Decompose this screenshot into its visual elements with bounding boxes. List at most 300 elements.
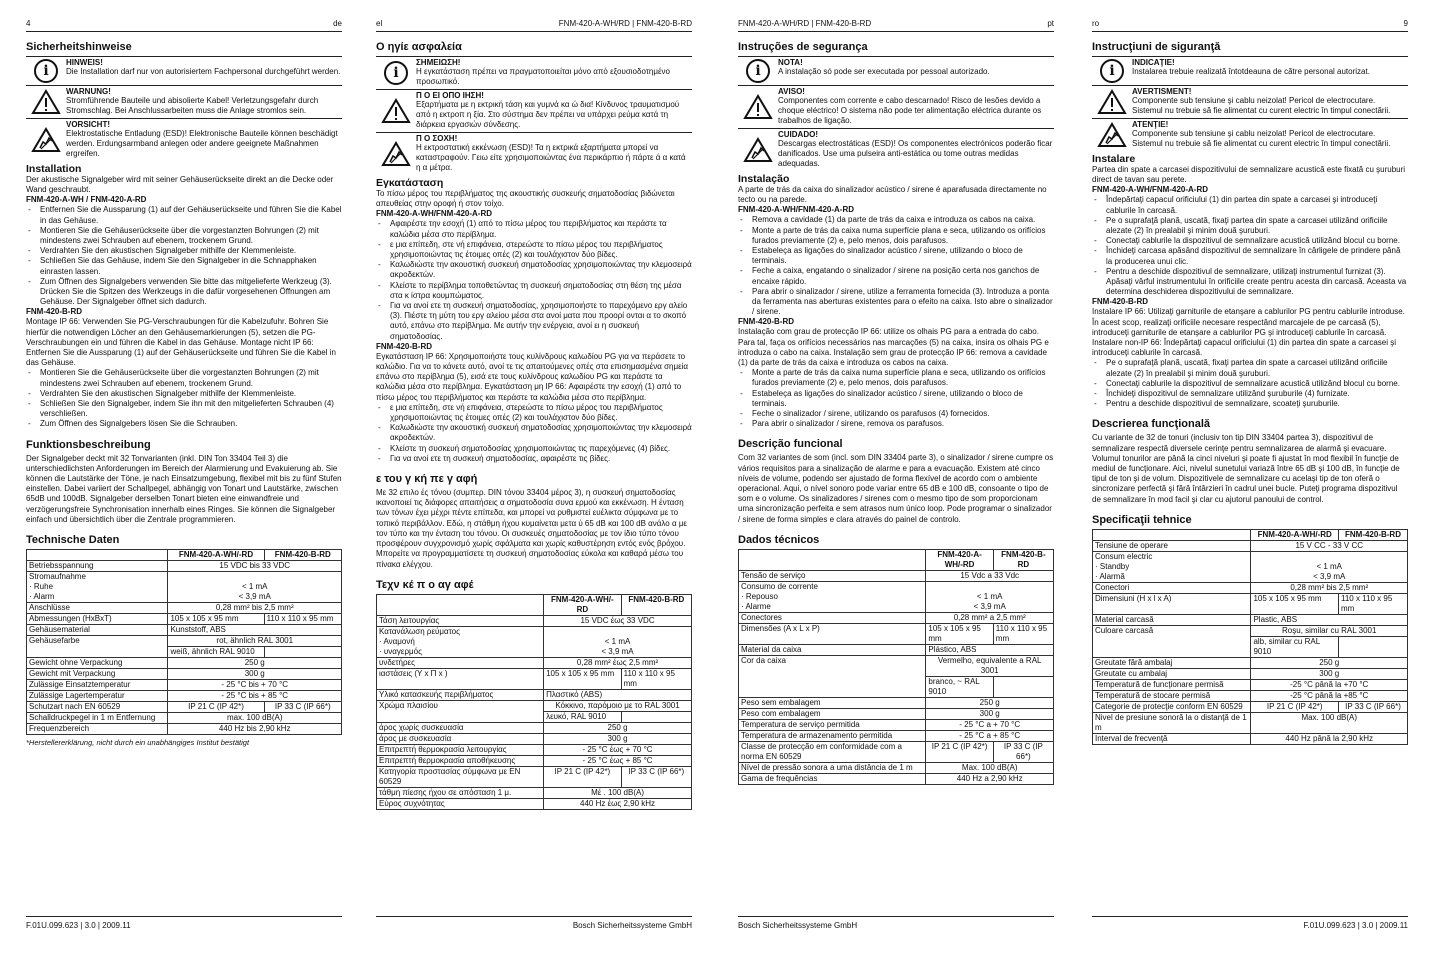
steps-b-list: [1092, 358, 1408, 409]
notice-box: [738, 56, 1054, 83]
header-left: 4: [26, 19, 31, 28]
step-item: - Monte a parte de trás da caixa numa superfície plana e seca, utilizando os orifícios furados previamente (2) e, pelo menos, dois parafusos.: [738, 226, 1054, 246]
notice-icon-wrap: [1092, 119, 1132, 149]
table-cell: Material carcasă: [1093, 614, 1251, 625]
table-row: [27, 724, 342, 735]
table-cell: 105 x 105 x 95 mm: [168, 614, 264, 625]
notice-body: Descargas electrostáticas (ESD)! Os componentes electrónicos poderão ficar danificados. Use uma pulseira anti-estática ou tome outras medidas adequadas.: [778, 139, 1053, 168]
footer-left: F.01U.099.623 | 3.0 | 2009.11: [26, 921, 131, 930]
table-row: [739, 570, 1054, 581]
table-row: [27, 658, 342, 669]
table-cell: 110 x 110 x 95 mm: [1338, 593, 1407, 614]
model-a-heading: FNM-420-A-WH / FNM-420-A-RD: [26, 195, 147, 205]
table-cell: 15 VDC bis 33 VDC: [168, 561, 342, 572]
notice-box: [1092, 118, 1408, 149]
footer-right: Bosch Sicherheitssysteme GmbH: [572, 921, 692, 930]
table-cell: 110 x 110 x 95 mm: [264, 614, 341, 625]
table-row: [739, 612, 1054, 623]
table-cell: 105 x 105 x 95 mm: [1251, 593, 1339, 614]
table-cell: IP 21 C (IP 42*): [1251, 701, 1339, 712]
table-row: [739, 719, 1054, 730]
esd-warning-icon: [1097, 122, 1127, 148]
table-cell: < 1 mA: [604, 636, 631, 646]
step-item: - Κλείστε το περίβλημα τοποθετώντας τη συσκευή σηματοδοσίας στη θέση της μέσα στα κ ίστρα κουμπώματος.: [376, 281, 692, 301]
table-row: [377, 668, 692, 689]
notice-title: ATENŢIE!: [1132, 120, 1169, 129]
model-b-heading: FNM-420-B-RD: [376, 341, 432, 351]
table-cell: Greutate fără ambalaj: [1093, 657, 1251, 668]
notice-box: [1092, 85, 1408, 116]
step-item: - Schließen Sie das Gehäuse, indem Sie den Signalgeber in die Schnapphaken einrasten lassen.: [26, 256, 342, 276]
step-item: - Pentru a deschide dispozitivul de semnalizare, scoateţi şuruburile.: [1092, 399, 1408, 409]
notice-list: [376, 56, 692, 173]
table-cell: Gehäusematerial: [27, 625, 168, 636]
step-item: - Pe o suprafaţă plană, uscată, fixaţi partea din spate a carcasei utilizând orificiile alezate (2) în prealabil şi minim două şuruburi.: [1092, 216, 1408, 236]
step-item: - Închideţi dispozitivul de semnalizare utilizând şuruburile (4) furnizate.: [1092, 389, 1408, 399]
info-icon: i: [1100, 59, 1124, 83]
table-cell: - 25 °C a + 85 °C: [926, 730, 1054, 741]
table-row: [377, 689, 692, 700]
step-item: - Conectaţi cablurile la dispozitivul de semnalizare acustică utilizând blocul cu borne.: [1092, 379, 1408, 389]
page-footer: [1092, 916, 1408, 930]
table-header-empty: [377, 594, 544, 615]
section-title-installation: Instalare: [1092, 153, 1136, 165]
header-left: ro: [1092, 19, 1100, 28]
table-cell: υνδετήρες: [377, 657, 544, 668]
step-item: - Pe o suprafaţă plană, uscată, fixaţi partea din spate a carcasei utilizând orificiile alezate (2) în prealabil şi minim două şuruburi.: [1092, 358, 1408, 378]
table-cell: < 1 mA: [241, 582, 268, 592]
function-text: Με 32 επιλο ές τόνου (συμπερ. DIN τόνου 33404 μέρος 3), η συσκευή σηματοδοσίας ικανοποιεί τις διάφορες απαιτήσεις α σηματοδοσία συνα ερμού και εκκένωση. Η ένταση των τόνων έχει μέχρι πέντε επίπεδα, και μπορεί να ρυθμιστεί ευέλικτα σύμφωνα με το τοπικό περιβάλλον. Εδώ, η στάθμη ήχου κυμαίνεται μετα ύ 65 dB και 100 dB ανάλο α με τον τύπο και την ένταση του τόνου. Οι συσκευές σηματοδοσίας με τον ίδιο τύπο τόνου προσφέρουν συγχρονισμό χωρίς σφάλματα και χωρίς καθυστέρηση εντός ενός βρόχου. Μπορείτε να προγραμματίσετε τη συσκευή σηματοδοσίας εύκολα και καθαρά μέσω του πίνακα ελέγχου.: [376, 488, 687, 569]
table-row: [739, 773, 1054, 784]
notice-body: Instalarea trebuie realizată întotdeauna de către personal autorizat.: [1132, 67, 1370, 76]
steps-b-list: [376, 403, 692, 464]
info-icon: i: [34, 59, 58, 83]
page-pt: [738, 14, 1054, 940]
table-cell: λευκό, RAL 9010: [544, 711, 622, 722]
table-cell: Dimensões (A x L x P): [739, 623, 926, 644]
table-row: [739, 623, 1054, 644]
notice-icon-wrap: [738, 57, 778, 83]
install-intro: A parte de trás da caixa do sinalizador acústico / sirene é aparafusada directamente no tecto ou na parede.: [738, 185, 1047, 205]
table-row: [377, 615, 692, 626]
notice-body: Componentes com corrente e cabo descarnado! Risco de lesões devido a choque eléctrico! O sistema não pode ter alimentação eléctrica durante os trabalhos de ligação.: [778, 96, 1042, 125]
step-item: - Για να ανοί ετε τη συσκευή σηματοδοσίας, χρησιμοποιήστε το παρεχόμενο εργ αλείο (3). Πιέστε τη μύτη του εργ αλείου μέσα στα ανοί ματα που προορί ονται α το σκοπό αυτό, επάνω στο περίβλημα. Με αυτήν την ενέργεια, ανοί ει η συσκευή σηματοδοσίας.: [376, 301, 692, 342]
table-cell: άρος με συσκευασία: [377, 733, 544, 744]
footer-right: F.01U.099.623 | 3.0 | 2009.11: [1303, 921, 1408, 930]
table-cell: IP 33 C (IP 66*): [1338, 701, 1407, 712]
section-title-safety: Instruções de segurança: [738, 41, 868, 53]
section-title-installation: Instalação: [738, 173, 790, 185]
table-cell: Gehäusefarbe: [27, 636, 168, 658]
table-cell: Max. 100 dB(A): [926, 762, 1054, 773]
table-cell: 250 g: [926, 697, 1054, 708]
table-cell: rot, ähnlich RAL 3001: [168, 636, 342, 647]
footer-left: Bosch Sicherheitssysteme GmbH: [738, 921, 858, 930]
page-el: [376, 14, 692, 940]
table-cell: 0,28 mm² bis 2,5 mm²: [1251, 582, 1408, 593]
table-cell: Frequenzbereich: [27, 724, 168, 735]
warning-icon: [31, 89, 61, 115]
table-cell: Conectori: [1093, 582, 1251, 593]
step-item: - Estabeleça as ligações do sinalizador acústico / sirene, utilizando o bloco de terminais.: [738, 389, 1054, 409]
notice-list: [738, 56, 1054, 169]
step-item: - Para abrir o sinalizador / sirene, remova os parafusos.: [738, 419, 1054, 429]
table-row: [1093, 701, 1408, 712]
notice-icon-wrap: [26, 57, 66, 83]
step-item: - Pentru a deschide dispozitivul de semnalizare, utilizaţi instrumentul furnizat (3). Apăsaţi vârful instrumentului în orificiile create pentru acesta din carcasă. Aceasta va determina deschiderea dispozitivului de semnalizare.: [1092, 267, 1408, 298]
table-cell: Anschlüsse: [27, 603, 168, 614]
table-cell: Plástico, ABS: [926, 644, 1054, 655]
table-cell: < 3,9 mA: [1313, 571, 1346, 581]
header-right: de: [333, 19, 342, 28]
header-left: FNM-420-A-WH/RD | FNM-420-B-RD: [738, 19, 872, 28]
notice-body: Componente sub tensiune şi cablu neizolat! Pericol de electrocutare. Sistemul nu trebuie să fie alimentat cu curent electric în timpul conectării.: [1132, 129, 1391, 148]
table-cell: Αναμονή: [383, 636, 415, 646]
notice-title: NOTA!: [778, 58, 803, 67]
table-row: [377, 787, 692, 798]
table-cell: Interval de frecvenţă: [1093, 733, 1251, 744]
table-cell: Conectores: [739, 612, 926, 623]
notice-text: [416, 57, 692, 87]
step-item: - Conectaţi cablurile la dispozitivul de semnalizare acustică utilizând blocul cu borne.: [1092, 236, 1408, 246]
table-cell: Consum electric: [1095, 551, 1153, 561]
notice-title: INDICAŢIE!: [1132, 58, 1175, 67]
table-cell: Peso com embalagem: [739, 708, 926, 719]
table-cell: Χρώμα πλαισίου: [377, 700, 544, 722]
table-cell: 105 x 105 x 95 mm: [544, 668, 622, 689]
step-item: - Verdrahten Sie den akustischen Signalgeber mithilfe der Klemmenleiste.: [26, 246, 342, 256]
table-cell: ιαστάσεις (Υ x Π x ): [377, 668, 544, 689]
notice-box: [26, 85, 342, 116]
table-cell: 105 x 105 x 95 mm: [926, 623, 993, 644]
table-row: [1093, 668, 1408, 679]
step-item: - Remova a cavidade (1) da parte de trás da caixa e introduza os cabos na caixa.: [738, 215, 1054, 225]
table-row: [739, 730, 1054, 741]
table-cell: Betriebsspannung: [27, 561, 168, 572]
table-row: [739, 644, 1054, 655]
model-a-heading: FNM-420-A-WH/FNM-420-A-RD: [376, 209, 492, 219]
table-cell: Greutate cu ambalaj: [1093, 668, 1251, 679]
section-title-installation: Installation: [26, 163, 82, 175]
table-cell: Temperatură de funcţionare permisă: [1093, 679, 1251, 690]
table-cell: Εύρος συχνότητας: [377, 798, 544, 809]
table-row: [377, 766, 692, 787]
table-cell: 0,28 mm² a 2,5 mm²: [926, 612, 1054, 623]
notice-box: [376, 132, 692, 173]
steps-a-list: [738, 215, 1054, 317]
table-cell: Επιτρεπτή θερμοκρασία λειτουργίας: [377, 744, 544, 755]
section-title-safety: Ο ηγίε ασφαλεία: [376, 41, 462, 53]
table-row: Stromaufnahme · Ruhe · Alarm < 1 mA < 3,9 mA: [27, 572, 342, 603]
notice-text: [1132, 57, 1408, 83]
table-cell: Ruhe: [33, 582, 54, 592]
section-title-tech: Specificaţii tehnice: [1092, 513, 1192, 526]
step-item: - ε μια επίπεδη, στε νή επιφάνεια, στερεώστε το πίσω μέρος του περιβλήματος χρησιμοποιώντας τις έτοιμες οπές (2) και τουλάχιστον δύο βίδες.: [376, 240, 692, 260]
table-row: Consum electric · Standby · Alarmă < 1 mA < 3,9 mA: [1093, 551, 1408, 582]
table-cell: weiß, ähnlich RAL 9010: [168, 647, 264, 658]
steps-b-list: [738, 368, 1054, 429]
table-cell: Plastic, ABS: [1251, 614, 1408, 625]
table-cell: IP 21 C (IP 42*): [168, 702, 264, 713]
model-a-heading: FNM-420-A-WH/FNM-420-A-RD: [738, 205, 854, 215]
table-cell: < 3,9 mA: [238, 592, 271, 602]
warning-icon: [743, 94, 773, 120]
page-footer: [26, 916, 342, 930]
table-row: [27, 636, 342, 647]
table-cell: 110 x 110 x 95 mm: [621, 668, 691, 689]
notice-icon-wrap: [376, 57, 416, 87]
notice-list: [1092, 56, 1408, 149]
notice-box: [1092, 56, 1408, 83]
table-row: [377, 733, 692, 744]
notice-text: [1132, 86, 1408, 116]
table-row: [377, 657, 692, 668]
notice-icon-wrap: [738, 129, 778, 169]
step-item: - Zum Öffnen des Signalgebers verwenden Sie bitte das mitgelieferte Werkzeug (3). Drücken Sie die Spitzen des Werkzeugs in die dafür vorgesehenen Öffnungen am Gehäuse. Der Signalgeber öffnet sich dadurch.: [26, 277, 342, 308]
notice-body: Componente sub tensiune şi cablu neizolat! Pericol de electrocutare. Sistemul nu trebuie să fie alimentat cu curent electric în timpul conectării.: [1132, 96, 1391, 115]
section-title-function: Descrierea funcţională: [1092, 418, 1210, 431]
notice-title: AVISO!: [778, 87, 805, 96]
table-cell: IP 33 C (IP 66*): [264, 702, 341, 713]
table-row: [739, 697, 1054, 708]
table-row: [377, 700, 692, 711]
table-cell: -25 °C până la +85 °C: [1251, 690, 1408, 701]
info-icon: i: [746, 59, 770, 83]
notice-list: [26, 56, 342, 159]
table-cell: Alarm: [33, 592, 55, 602]
table-footnote: *Herstellererklärung, nicht durch ein unabhängiges Institut bestätigt: [26, 738, 250, 748]
table-cell: Classe de protecção em conformidade com a norma EN 60529: [739, 741, 926, 762]
table-cell: Zulässige Einsatztemperatur: [27, 680, 168, 691]
table-header-empty: [27, 550, 168, 561]
table-row: [377, 722, 692, 733]
step-item: - Feche a caixa, engatando o sinalizador / sirene na posição certa nos ganchos de encaixe rápido.: [738, 266, 1054, 286]
page-header: [376, 14, 692, 32]
notice-text: [66, 57, 342, 83]
table-cell: - 25 °C bis + 85 °C: [168, 691, 342, 702]
table-row: [1093, 593, 1408, 614]
table-cell: Abmessungen (HxBxT): [27, 614, 168, 625]
table-row: [377, 798, 692, 809]
table-cell: Schutzart nach EN 60529: [27, 702, 168, 713]
esd-warning-icon: [743, 137, 773, 163]
notice-icon-wrap: [26, 119, 66, 159]
notice-text: [66, 119, 342, 159]
table-cell: Πλαστικό (ABS): [544, 689, 692, 700]
table-cell: Nivel de presiune sonoră la o distanţă de 1 m: [1093, 712, 1251, 733]
step-item: - Montieren Sie die Gehäuserückseite über die vorgestanzten Bohrungen (2) mit mindestens zwei Schrauben auf ebenem, trockenem Grund.: [26, 368, 342, 388]
table-cell: 300 g: [926, 708, 1054, 719]
table-header-col-b: FNM-420-B-RD: [1338, 529, 1407, 540]
tech-table: [1092, 529, 1408, 745]
table-cell: 250 g: [1251, 657, 1408, 668]
install-intro: Partea din spate a carcasei dispozitivului de semnalizare acustică este fixată cu şuruburi direct de tavan sau perete.: [1092, 165, 1406, 185]
table-cell: - 25 °C έως + 85 °C: [544, 755, 692, 766]
table-cell: Temperatură de stocare permisă: [1093, 690, 1251, 701]
section-title-safety: Instrucţiuni de siguranţă: [1092, 41, 1221, 53]
function-text: Cu variante de 32 de tonuri (inclusiv ton tip DIN 33404 partea 3), dispozitivul de semnalizare respectă diversele cerinţe pentru semnalizarea de alarmă şi evacuare. Volumul tonurilor are până la cinci niveluri şi poate fi ajustat în mod flexibil în funcţie de mediul de funcţionare. Aici, nivelul sunetului variază între 65 dB şi 100 dB, în funcţie de tipul de ton şi de volum. Dispozitivele de semnalizare cu acelaşi tip de ton oferă o sincronizare perfectă şi fără întârzieri în cadrul unei bucle. Puteţi programa dispozitivul de semnalizare în mod facil şi clar cu ajutorul panoului de control.: [1092, 433, 1400, 504]
notice-text: [416, 133, 692, 173]
step-item: - Κλείστε τη συσκευή σηματοδοσίας χρησιμοποιώντας τις παρεχόμενες (4) βίδες.: [376, 444, 692, 454]
section-title-tech: Dados técnicos: [738, 533, 820, 546]
table-cell: - 25 °C a + 70 °C: [926, 719, 1054, 730]
table-cell: Material da caixa: [739, 644, 926, 655]
table-row: Consumo de corrente · Repouso · Alarme < 1 mA < 3,9 mA: [739, 581, 1054, 612]
page-header: [26, 14, 342, 32]
model-b-text: Εγκατάσταση IP 66: Χρησιμοποιήστε τους κυλίνδρους καλωδίου PG για να περάσετε το καλώδιο. Για να το κάνετε αυτό, ανοί τε τις απαιτούμενες οπές στα επισημασμένα σημεία επάνω στο περίβλημα (5), εισά ετε τους κυλίνδρους καλωδίου PG και περάστε τα καλώδια μέσα στο περίβλημα. Εγκατάσταση μη IP 66: Αφαιρέστε την εσοχή (1) από το πίσω μέρος του περιβλήματος και περάστε τα καλώδια μέσα στο περίβλημα.: [376, 351, 689, 402]
table-cell: max. 100 dB(A): [168, 713, 342, 724]
table-cell: 300 g: [544, 733, 692, 744]
table-cell: Gewicht mit Verpackung: [27, 669, 168, 680]
table-cell: < 1 mA: [1316, 561, 1343, 571]
step-item: - Schließen Sie den Signalgeber, indem Sie ihn mit den mitgelieferten Schrauben (4) verschließen.: [26, 399, 342, 419]
step-item: - Zum Öffnen des Signalgebers lösen Sie die Schrauben.: [26, 419, 342, 429]
table-cell: Dimensiuni (H x l x A): [1093, 593, 1251, 614]
table-cell: άρος χωρίς συσκευασία: [377, 722, 544, 733]
esd-warning-icon: [381, 141, 411, 167]
info-icon: i: [384, 61, 408, 85]
section-title-function: Funktionsbeschreibung: [26, 438, 151, 451]
table-cell: τάθμη πίεσης ήχου σε απόσταση 1 μ.: [377, 787, 544, 798]
table-row: [1093, 712, 1408, 733]
table-cell: < 3,9 mA: [973, 601, 1006, 611]
table-cell: - 25 °C έως + 70 °C: [544, 744, 692, 755]
model-b-heading: FNM-420-B-RD: [26, 307, 82, 317]
notice-box: [26, 56, 342, 83]
table-cell: IP 33 C (IP 66*): [993, 741, 1053, 762]
page-ro: [1092, 14, 1408, 940]
table-cell: Temperatura de serviço permitida: [739, 719, 926, 730]
notice-icon-wrap: [738, 86, 778, 126]
page-footer: [376, 916, 692, 930]
table-cell: -25 °C până la +70 °C: [1251, 679, 1408, 690]
table-cell: Gama de frequências: [739, 773, 926, 784]
table-header-col-b: FNM-420-B-RD: [621, 594, 691, 615]
table-row: [1093, 679, 1408, 690]
step-item: - Montieren Sie die Gehäuserückseite über die vorgestanzten Bohrungen (2) mit mindestens zwei Schrauben auf ebenem, trockenem Grund.: [26, 226, 342, 246]
table-row: [27, 669, 342, 680]
table-cell: IP 21 C (IP 42*): [544, 766, 622, 787]
step-item: - Para abrir o sinalizador / sirene, utilize a ferramenta fornecida (3). Introduza a ponta da ferramenta nas aberturas existentes para o efeito na caixa. Isto abre o sinalizador / sirene.: [738, 287, 1054, 318]
table-row: [1093, 582, 1408, 593]
table-cell: Tensiune de operare: [1093, 540, 1251, 551]
step-item: - Îndepărtaţi capacul orificiului (1) din partea din spate a carcasei şi introduceţi cablurile în carcasă.: [1092, 195, 1408, 215]
section-title-installation: Εγκατάσταση: [376, 177, 444, 189]
table-header-col-a: FNM-420-A-WH/-RD: [926, 549, 993, 570]
header-right: pt: [1047, 19, 1054, 28]
step-item: - Feche o sinalizador / sirene, utilizando os parafusos (4) fornecidos.: [738, 409, 1054, 419]
notice-box: [738, 85, 1054, 126]
table-cell: Cor da caixa: [739, 655, 926, 697]
notice-body: Η εκτροστατική εκκένωση (ESD)! Τα η εκτρικά εξαρτήματα μπορεί να καταστραφούν. Γειω είτε χρησιμοποιώντας ένα περικάρπιο ή πάρτε ά α κατά η α μέτρα.: [416, 143, 686, 172]
step-item: - Καλωδιώστε την ακουστική συσκευή σηματοδοσίας χρησιμοποιώντας την κλεμοσειρά ακροδεκτών.: [376, 423, 692, 443]
table-cell: 110 x 110 x 95 mm: [993, 623, 1053, 644]
table-cell: 250 g: [544, 722, 692, 733]
table-row: [739, 762, 1054, 773]
notice-body: Elektrostatische Entladung (ESD)! Elektronische Bauteile können beschädigt werden. Erdungsarmband anlegen oder andere geeignete Maßnahmen ergreifen.: [66, 129, 338, 158]
step-item: - Για να ανοί ετε τη συσκευή σηματοδοσίας, αφαιρέστε τις βίδες.: [376, 454, 692, 464]
model-b-text: Instalare IP 66: Utilizaţi garniturile de etanşare a cablurilor PG pentru cablurile introduse. În acest scop, realizaţi orificiile necesare respectând marcajele de pe carcasă (5), introduceţi garniturile de etanşare a cablurilor PG şi introduceţi cablurile în carcasă. Instalare non-IP 66: Îndepărtaţi capacul orificiului (1) din partea din spate a carcasei şi introduceţi cablurile în carcasă.: [1092, 307, 1405, 358]
page-header: [738, 14, 1054, 32]
install-intro: Το πίσω μέρος του περιβλήματος της ακουστικής συσκευής σηματοδοσίας βιδώνεται απευθείας στην οροφή ή στον τοίχο.: [376, 189, 675, 209]
table-cell: alb, similar cu RAL 9010: [1251, 636, 1339, 657]
table-cell: Max. 100 dB(A): [1251, 712, 1408, 733]
table-cell: Alarmă: [1099, 571, 1125, 581]
notice-body: Εξαρτήματα με η εκτρική τάση και γυμνά κα ώ δια! Κίνδυνος τραυματισμού από η εκτροπ η ξία. Στο σύστημα δεν πρέπει να υπάρχει ρεύμα κατά τη διάρκεια εργασιών σύνδεσης.: [416, 100, 680, 129]
notice-icon-wrap: [1092, 57, 1132, 83]
model-b-heading: FNM-420-B-RD: [738, 317, 794, 327]
model-b-text: Instalação com grau de protecção IP 66: utilize os olhais PG para a entrada do cabo. Para tal, faça os orifícios necessários nas marcações (5) na caixa, insira os olhais PG e introduza o cabo na caixa. Instalação sem grau de protecção IP 66: remova a cavidade (1) da parte de trás da caixa e introduza os cabos na caixa.: [738, 327, 1049, 368]
notice-body: Stromführende Bauteile und abisolierte Kabel! Verletzungsgefahr durch Stromschlag. Bei Anschlussarbeiten muss die Anlage stromlos sein.: [66, 96, 319, 115]
section-title-function: Descrição funcional: [738, 438, 843, 451]
table-header-col-b: FNM-420-B-RD: [264, 550, 341, 561]
function-text: Com 32 variantes de som (incl. som DIN 33404 parte 3), o sinalizador / sirene cumpre os vários requisitos para a sinalização de alarme e para a evacuação. Existem até cinco níveis de volume, podendo ser ajustado de forma flexível de acordo com o ambiente operacional. Aqui, o nível sonoro pode variar entre 65 dB e 100 dB, consoante o tipo de som e o volume. Os sinalizadores / sirenes com o mesmo tipo de som proporcionam uma sincronização perfeita e sem atrasos num único loop. Pode programar o sinalizador / sirene de forma simples e clara através do painel de controlo.: [738, 453, 1054, 524]
section-title-function: ε του γ κή πε γ αφή: [376, 473, 478, 486]
table-cell: 250 g: [168, 658, 342, 669]
table-cell: Κατανάλωση ρεύματος: [379, 626, 460, 636]
warning-icon: [381, 98, 411, 124]
tech-table: [738, 549, 1054, 785]
table-cell: IP 21 C (IP 42*): [926, 741, 993, 762]
table-row: [377, 744, 692, 755]
table-cell: Schalldruckpegel in 1 m Entfernung: [27, 713, 168, 724]
table-cell: Κατηγορία προστασίας σύμφωνα με EN 60529: [377, 766, 544, 787]
table-header-empty: [739, 549, 926, 570]
step-item: - Monte a parte de trás da caixa numa superfície plana e seca, utilizando os orifícios furados previamente (2) e, pelo menos, dois parafusos.: [738, 368, 1054, 388]
table-cell: 15 V CC - 33 V CC: [1251, 540, 1408, 551]
steps-b-list: [26, 368, 342, 429]
page-footer: [738, 916, 1054, 930]
section-title-safety: Sicherheitshinweise: [26, 41, 132, 53]
notice-title: HINWEIS!: [66, 58, 103, 67]
header-left: el: [376, 19, 383, 28]
table-cell: 0,28 mm² έως 2,5 mm²: [544, 657, 692, 668]
table-cell: 15 Vdc a 33 Vdc: [926, 570, 1054, 581]
table-cell: Κόκκινο, παρόμοιο με το RAL 3001: [544, 700, 692, 711]
table-cell: IP 33 C (IP 66*): [621, 766, 691, 787]
notice-text: [778, 129, 1054, 169]
table-row: [739, 655, 1054, 676]
function-text: Der Signalgeber deckt mit 32 Tonvarianten (inkl. DIN Ton 33404 Teil 3) die unterschiedlichsten Anforderungen im Bereich der Alarmierung und Evakuierung ab. Sie können die Lautstärke der Töne, je nach Einsatzumgebung, flexibel mit bis zu fünf Stufen einstellen. Dabei variiert der Schallpegel, abhängig von Tonart und Lautstärke, zwischen 65dB und 100dB. Signalgeber derselben Tonart bieten eine einwandfreie und verzögerungsfreie Synchronisation innerhalb eines Ringes. Sie können die Signalgeber einfach und übersichtlich über die Zentrale programmieren.: [26, 453, 342, 524]
steps-a-list: [26, 205, 342, 307]
step-item: - Αφαιρέστε την εσοχή (1) από το πίσω μέρος του περιβλήματος και περάστε τα καλώδια μέσα στο περίβλημα.: [376, 219, 692, 239]
table-cell: Τάση λειτουργίας: [377, 615, 544, 626]
table-row: [27, 603, 342, 614]
page-header: [1092, 14, 1408, 32]
table-cell: Υλικό κατασκευής περιβλήματος: [377, 689, 544, 700]
table-cell: Tensão de serviço: [739, 570, 926, 581]
table-row: [1093, 614, 1408, 625]
step-item: - Verdrahten Sie den akustischen Signalgeber mithilfe der Klemmenleiste.: [26, 389, 342, 399]
notice-title: Π Ο ΕΙ ΟΠΟ ΙΗΣΗ!: [416, 91, 484, 100]
table-row: [27, 713, 342, 724]
steps-a-list: [1092, 195, 1408, 297]
table-cell: Nível de pressão sonora a uma distância de 1 m: [739, 762, 926, 773]
table-cell: Temperatura de armazenamento permitida: [739, 730, 926, 741]
table-header-col-a: FNM-420-A-WH/-RD: [168, 550, 264, 561]
page-de: [26, 14, 342, 940]
notice-text: [778, 86, 1054, 126]
table-header-empty: [1093, 529, 1251, 540]
table-cell: Gewicht ohne Verpackung: [27, 658, 168, 669]
notice-body: Die Installation darf nur von autorisiertem Fachpersonal durchgeführt werden.: [66, 67, 341, 76]
table-cell: Peso sem embalagem: [739, 697, 926, 708]
step-item: - Închideţi carcasa apăsând dispozitivul de semnalizare în cârligele de prindere până la producerea unui clic.: [1092, 246, 1408, 266]
table-cell: 300 g: [168, 669, 342, 680]
table-row: [27, 680, 342, 691]
table-cell: Consumo de corrente: [741, 581, 818, 591]
notice-icon-wrap: [376, 90, 416, 130]
